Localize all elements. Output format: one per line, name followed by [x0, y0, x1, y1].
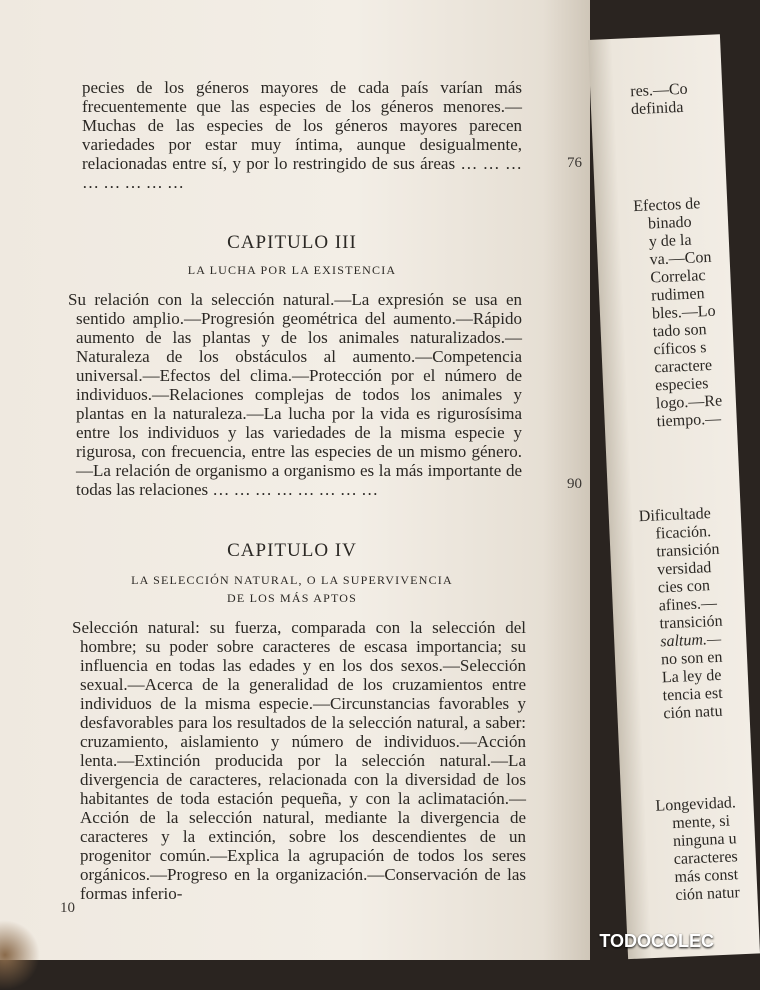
- right-line: ción natur: [675, 884, 741, 904]
- right-line: bles.—Lo: [651, 302, 716, 323]
- right-line: especies: [654, 375, 709, 395]
- page-reference: 76: [567, 155, 582, 171]
- chapter-summary: [62, 290, 522, 499]
- watermark-logo: TODOCOLEC: [599, 931, 714, 951]
- right-page: [588, 34, 760, 959]
- right-line: versidad: [656, 559, 712, 579]
- summary-text: Su relación con la selección natural.—La expresión se usa en sentido amplio.—Progresión geométrica del aumento.—Rápido aumento de las plantas y de los animales naturalizados.—Naturaleza de los obstáculos al aumento.—Competencia universal.—Efectos del clima.—Protección por el número de individuos.—Relaciones complejas de todos los animales y plantas en la naturaleza.—La lucha por la vida es rigurosísima entre los individuos y las variedades de la misma especie y rigurosa, con frecuencia, entre las especies de un mismo género.—La relación de organismo a organismo es la más importante de todas las relaciones … … … … … … … …: [68, 290, 522, 499]
- right-line: caracteres: [673, 848, 739, 869]
- right-line: caractere: [653, 356, 713, 377]
- right-line: cíficos s: [653, 339, 707, 359]
- right-line: afines.—: [658, 594, 718, 615]
- right-line: Dificultade: [638, 505, 712, 526]
- summary-text: Selección natural: su fuerza, comparada con la selección del hombre; su poder sobre caracteres de escasa importancia; su influencia en todas las edades y en los dos sexos.—Selección sexual.—Acerca de la generalidad de los cruzamientos entre individuos de la misma especie.—Circunstancias favorables y desfavorables para los resultados de la selección natural, a saber: cruzamiento, aislamiento y número de individuos.—Acción lenta.—Extinción producida por la selección natural.—La divergencia de caracteres, relacionada con la diversidad de los habitantes de toda estación pequeña, y con la aclimatación.—Acción de la selección natural, mediante la divergencia de caracteres y la extinción, sobre los descendientes de un progenitor común.—Explica la agrupación de todos los seres orgánicos.—Progreso en la organización.—Conservación de las formas inferio-: [72, 618, 526, 903]
- right-line: saltum.—: [659, 630, 722, 651]
- right-line: ción natu: [663, 702, 723, 723]
- right-line: no son en: [660, 648, 723, 669]
- paragraph-text: pecies de los géneros mayores de cada país varían más frecuentemente que las especies de los géneros menores.—Muchas de las especies de los géneros mayores parecen variedades por estar muy íntima, aunque desigualmente, relacionadas entre sí, y por lo restringido de sus áreas … … … … … … … …: [82, 78, 522, 192]
- right-line: La ley de: [661, 666, 722, 687]
- right-line: transición: [656, 540, 720, 561]
- right-line: tiempo.—: [656, 410, 722, 431]
- right-line: va.—Con: [649, 248, 712, 269]
- right-line: ficación.: [655, 523, 712, 543]
- page-corner-stain: [0, 920, 40, 990]
- right-line: transición: [659, 612, 723, 633]
- right-line: Longevidad.: [655, 794, 737, 815]
- page-reference: 90: [567, 476, 582, 492]
- chapter-subtitle-line-1: LA SELECCIÓN NATURAL, O LA SUPERVIVENCIA: [131, 573, 453, 587]
- chapter-subtitle-line-2: DE LOS MÁS APTOS: [226, 591, 357, 605]
- right-line: logo.—Re: [655, 392, 723, 413]
- chapter-summary: [66, 618, 526, 903]
- right-line: rudimen: [650, 285, 705, 305]
- right-line: ninguna u: [672, 830, 737, 851]
- chapter-heading: CAPITULO IV: [227, 540, 357, 561]
- right-line: definida: [630, 98, 684, 119]
- right-line: binado: [647, 213, 692, 233]
- right-line: más const: [674, 866, 739, 887]
- chapter-subtitle: LA LUCHA POR LA EXISTENCIA: [187, 263, 397, 277]
- right-line: tencia est: [662, 684, 723, 705]
- right-line: Correlac: [650, 267, 706, 287]
- right-line: y de la: [648, 231, 692, 251]
- right-line: Efectos de: [632, 195, 701, 216]
- right-line: mente, si: [671, 812, 731, 833]
- right-line: res.—Co: [629, 80, 688, 101]
- right-line: tado son: [652, 321, 707, 341]
- continuation-paragraph: [62, 78, 522, 192]
- folio-number: 10: [60, 900, 75, 916]
- chapter-heading: CAPITULO III: [227, 232, 357, 253]
- right-line: cies con: [657, 577, 711, 597]
